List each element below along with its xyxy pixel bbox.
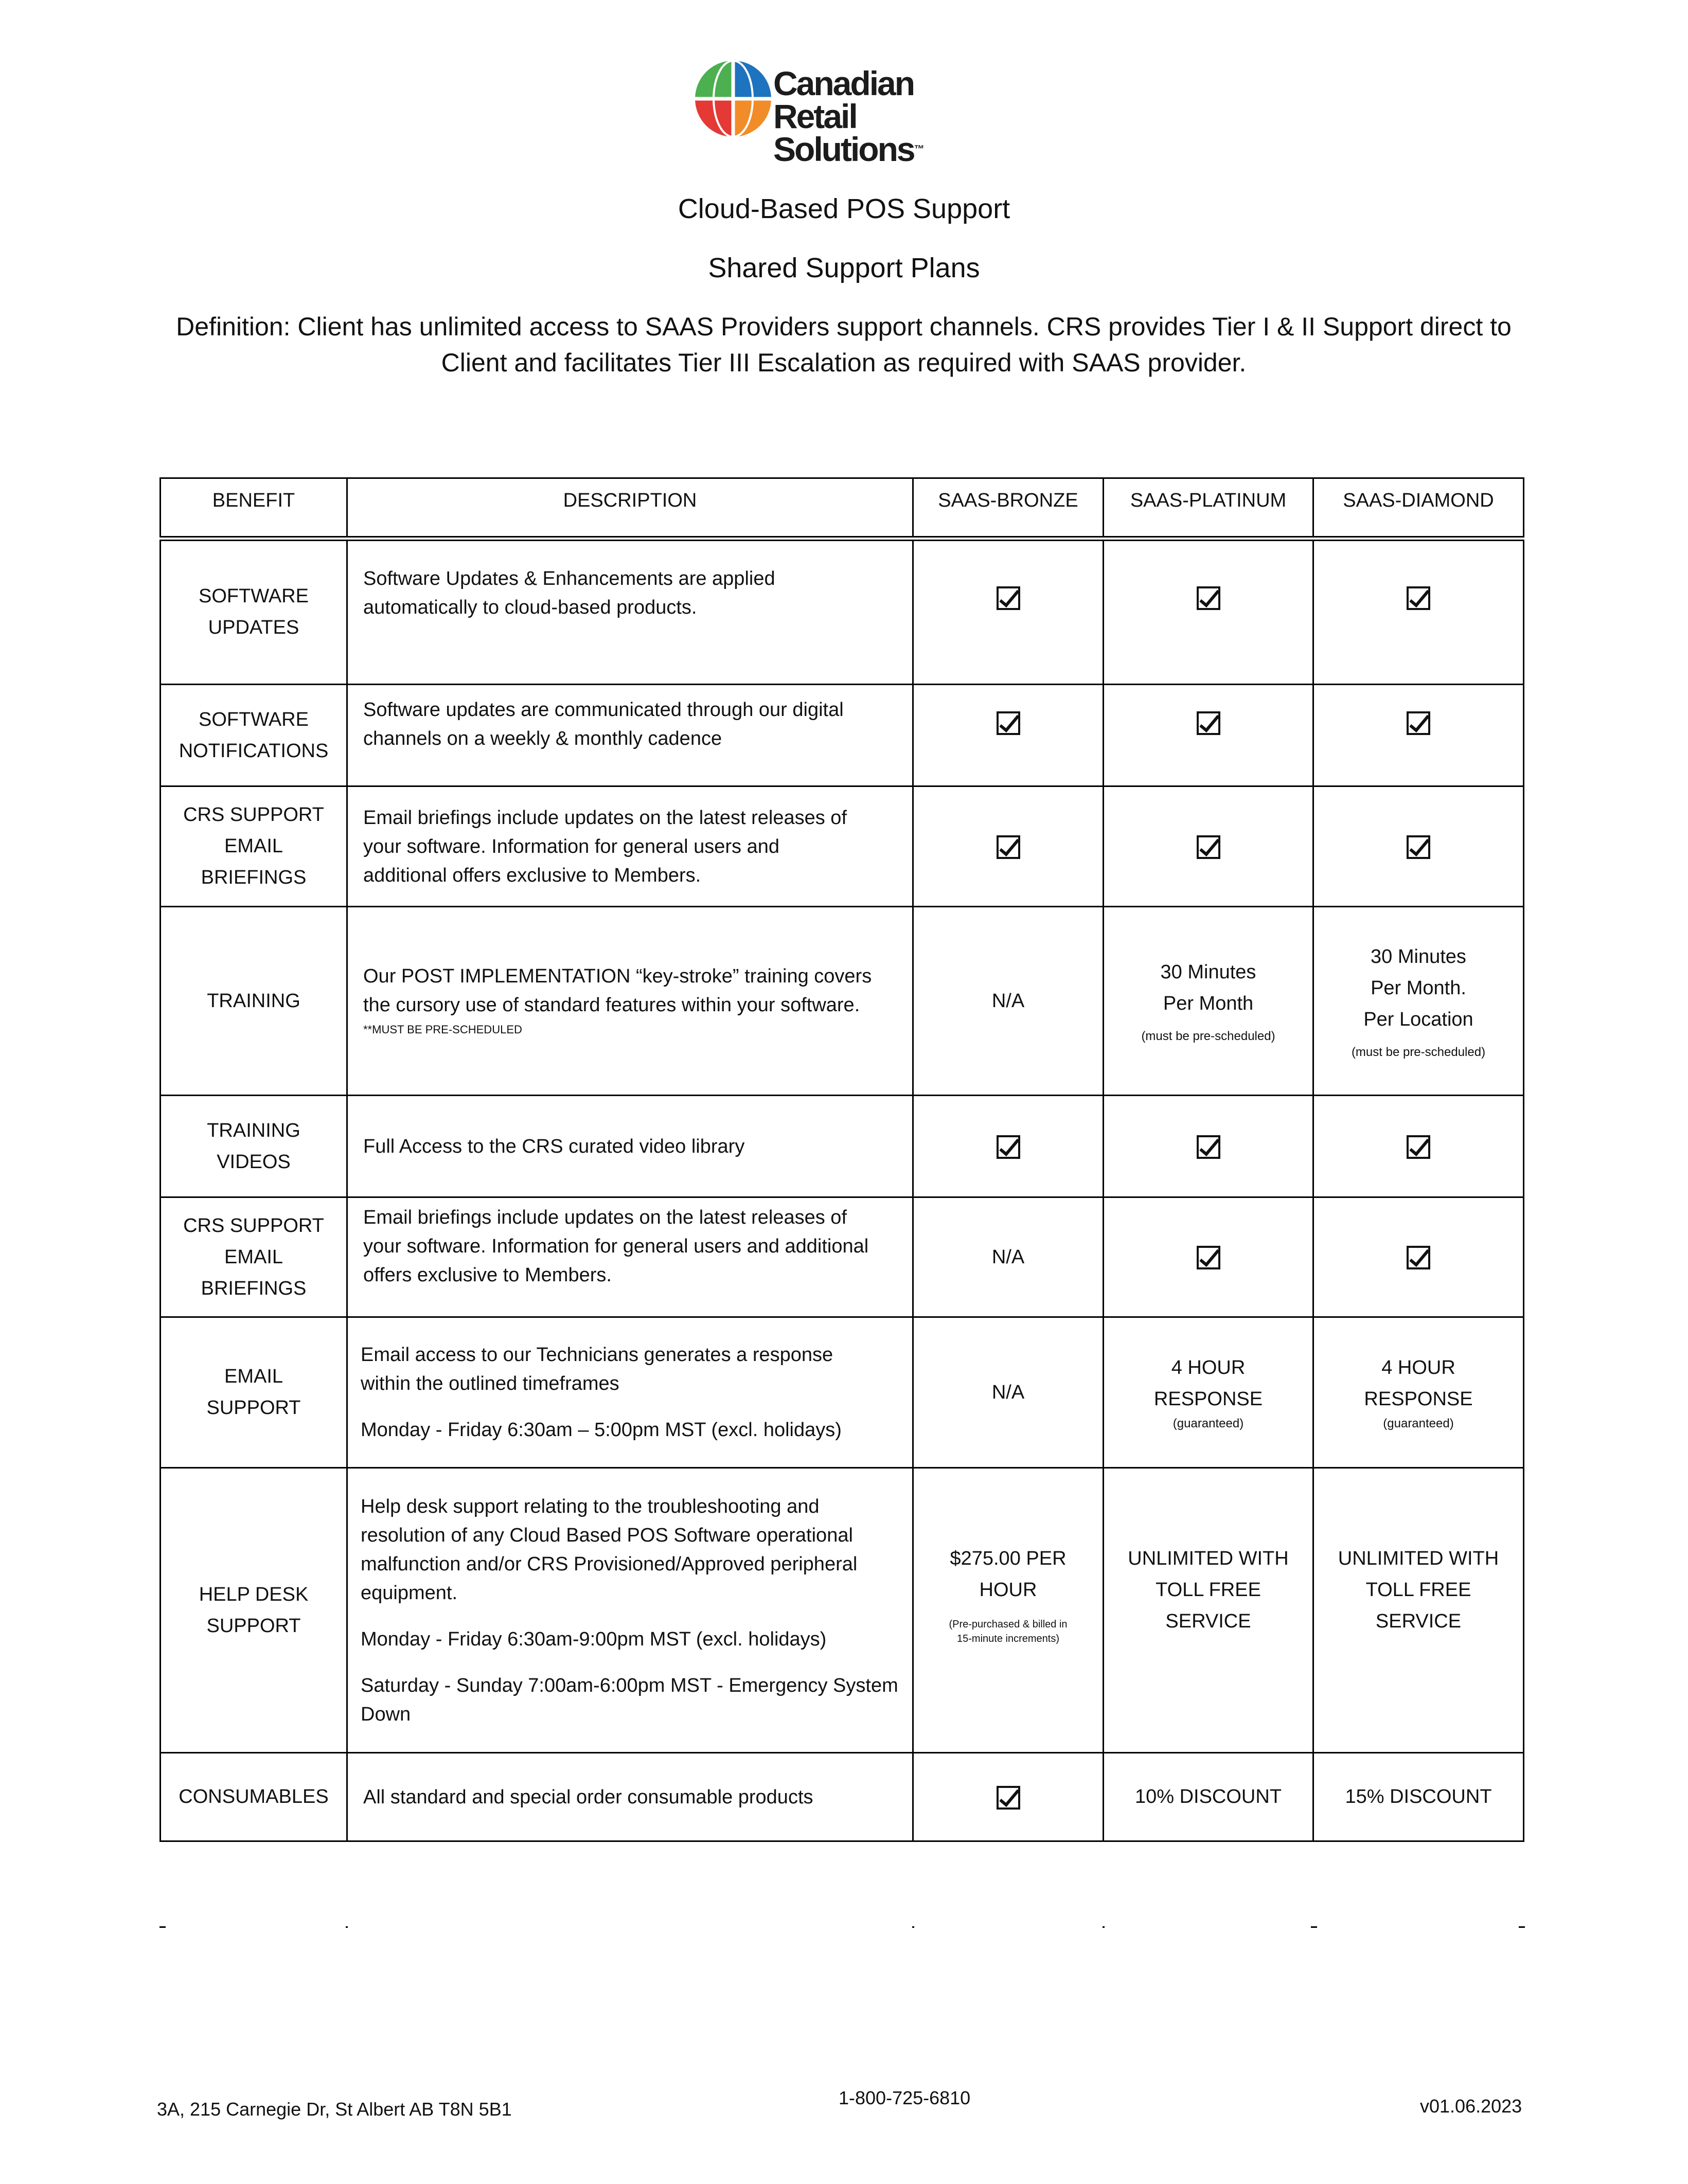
plan-definition: Definition: Client has unlimited access to SAAS Providers support channels. CRS provides Tier I & II Support direct to Client and facilitates Tier III Escalation as required with SAAS provider. [176,312,1512,377]
platinum-cell: 10% DISCOUNT [1104,1753,1313,1841]
diamond-cell [1313,1096,1524,1197]
benefit-cell: SOFTWARE NOTIFICATIONS [161,685,347,786]
table-row [161,1468,1524,1753]
logo-line-1: Canadian [773,64,914,102]
description-cell: Email briefings include updates on the latest releases of your software. Information for general users and additional offers exclusive to Members. [347,786,913,907]
footer-phone: 1-800-725-6810 [839,2087,971,2108]
platinum-cell: 4 HOUR RESPONSE (guaranteed) [1104,1317,1313,1468]
bronze-cell [913,1096,1104,1197]
description-cell: Email briefings include updates on the latest releases of your software. Information for general users and additional offers exclusive to Members. [347,1197,913,1317]
page-mark [346,1926,348,1928]
description-cell: Our POST IMPLEMENTATION “key-stroke” training covers the cursory use of standard features within your software. **MUST BE PRE-SCHEDULED [347,907,913,1096]
page-mark [1311,1926,1317,1928]
bronze-cell [913,1753,1104,1841]
platinum-cell [1104,685,1313,786]
page-mark [1103,1926,1105,1928]
description-cell: Software Updates & Enhancements are applied automatically to cloud-based products. [347,539,913,685]
header-description: DESCRIPTION [347,478,913,539]
benefit-cell: HELP DESK SUPPORT [161,1468,347,1753]
logo-trademark: ™ [914,144,925,155]
checkbox-checked-icon [1407,586,1430,610]
checkbox-checked-icon [1407,711,1430,735]
footer-address: 3A, 215 Carnegie Dr, St Albert AB T8N 5B1 [157,2099,512,2120]
table-row [161,1317,1524,1468]
page-mark [159,1926,166,1928]
page-mark [1519,1926,1525,1928]
table-row [161,1197,1524,1317]
checkbox-checked-icon [1197,586,1220,610]
benefit-cell: CONSUMABLES [161,1753,347,1841]
benefit-cell: EMAIL SUPPORT [161,1317,347,1468]
platinum-cell: UNLIMITED WITH TOLL FREE SERVICE [1104,1468,1313,1753]
checkbox-checked-icon [1407,1246,1430,1269]
checkbox-checked-icon [1407,1135,1430,1159]
checkbox-checked-icon [997,1135,1020,1159]
platinum-cell: 30 Minutes Per Month (must be pre-scheduled) [1104,907,1313,1096]
platinum-cell [1104,1096,1313,1197]
description-cell: All standard and special order consumable products [347,1753,913,1841]
logo-globe-icon [692,58,774,140]
bronze-cell [913,685,1104,786]
page-subtitle: Shared Support Plans [708,253,980,283]
diamond-cell [1313,786,1524,907]
diamond-cell: 30 Minutes Per Month. Per Location (must be pre-scheduled) [1313,907,1524,1096]
benefit-cell: CRS SUPPORT EMAIL BRIEFINGS [161,1197,347,1317]
logo-line-2: Retail Solutions [773,97,914,168]
header-saas-diamond: SAAS-DIAMOND [1313,478,1524,539]
bronze-cell: N/A [913,1197,1104,1317]
platinum-cell [1104,539,1313,685]
checkbox-checked-icon [997,711,1020,735]
table-row [161,539,1524,685]
diamond-cell: 15% DISCOUNT [1313,1753,1524,1841]
table-row [161,907,1524,1096]
diamond-cell [1313,685,1524,786]
checkbox-checked-icon [1197,711,1220,735]
checkbox-checked-icon [997,1786,1020,1810]
description-cell: Email access to our Technicians generates a response within the outlined timeframes Monday - Friday 6:30am – 5:00pm MST (excl. holidays) [347,1317,913,1468]
bronze-cell [913,539,1104,685]
checkbox-checked-icon [1197,835,1220,859]
benefit-cell: TRAINING [161,907,347,1096]
company-logo [692,58,1001,168]
table-header-row [161,478,1524,539]
bronze-cell: N/A [913,907,1104,1096]
header-saas-platinum: SAAS-PLATINUM [1104,478,1313,539]
header-benefit: BENEFIT [161,478,347,539]
diamond-cell [1313,1197,1524,1317]
diamond-cell [1313,539,1524,685]
table-row [161,685,1524,786]
bronze-cell: $275.00 PER HOUR (Pre-purchased & billed in 15-minute increments) [913,1468,1104,1753]
bronze-cell: N/A [913,1317,1104,1468]
description-cell: Full Access to the CRS curated video library [347,1096,913,1197]
page-title: Cloud-Based POS Support [678,193,1010,224]
table-row [161,1753,1524,1841]
diamond-cell: 4 HOUR RESPONSE (guaranteed) [1313,1317,1524,1468]
checkbox-checked-icon [997,835,1020,859]
table-row [161,1096,1524,1197]
checkbox-checked-icon [997,586,1020,610]
platinum-cell [1104,1197,1313,1317]
footer-version: v01.06.2023 [1420,2096,1522,2117]
description-cell: Software updates are communicated through our digital channels on a weekly & monthly cadence [347,685,913,786]
platinum-cell [1104,786,1313,907]
diamond-cell: UNLIMITED WITH TOLL FREE SERVICE [1313,1468,1524,1753]
checkbox-checked-icon [1197,1246,1220,1269]
bronze-cell [913,786,1104,907]
checkbox-checked-icon [1407,835,1430,859]
description-cell: Help desk support relating to the troubleshooting and resolution of any Cloud Based POS Software operational malfunction and/or CRS Provisioned/Approved peripheral equipment. Monday - Friday 6:30am-9:00pm MST (excl. holidays) Saturday - Sunday 7:00am-6:00pm MST - Emergency System Down [347,1468,913,1753]
benefit-cell: TRAINING VIDEOS [161,1096,347,1197]
page-mark [912,1926,914,1928]
checkbox-checked-icon [1197,1135,1220,1159]
header-saas-bronze: SAAS-BRONZE [913,478,1104,539]
support-plans-table [159,477,1524,1842]
benefit-cell: CRS SUPPORT EMAIL BRIEFINGS [161,786,347,907]
benefit-cell: SOFTWARE UPDATES [161,539,347,685]
table-row [161,786,1524,907]
